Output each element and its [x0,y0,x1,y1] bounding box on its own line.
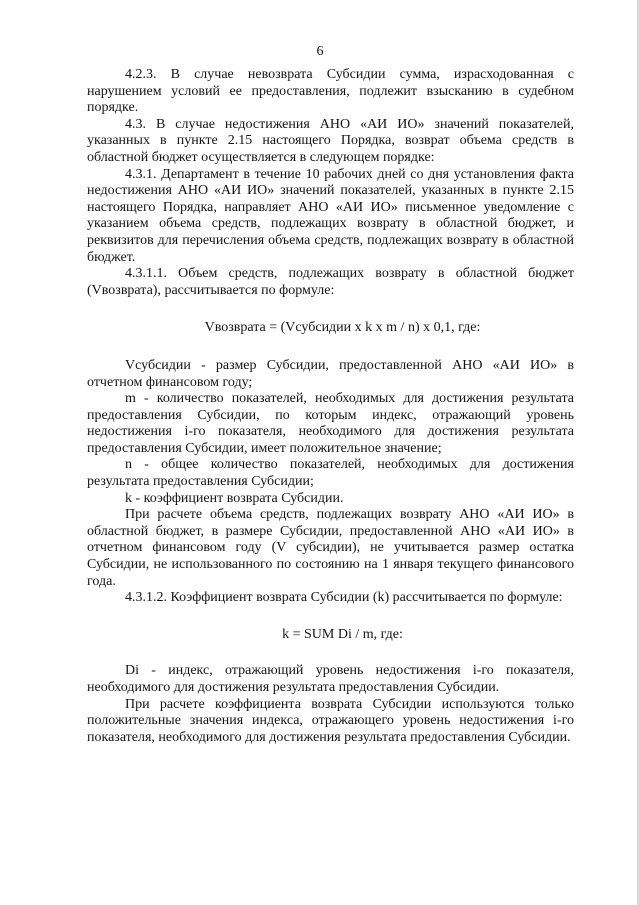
definition-m: m - количество показателей, необходимых для достижения результата предоставления Субсидии, по которым индекс, отражающий уровень недостижения i-го показателя, необходимого для достижения результата предоставления Субсидии, имеет положительное значение; [87,391,574,456]
paragraph-final-note: При расчете коэффициента возврата Субсидии используются только положительные значения индекса, отражающего уровень недостижения i-го показателя, необходимого для достижения результата предоставления Субсидии. [87,696,574,745]
paragraph-4-3-1-2: 4.3.1.2. Коэффициент возврата Субсидии (k) рассчитывается по формуле: [125,590,563,606]
paragraph-4-3-1-1: 4.3.1.1. Объем средств, подлежащих возврату в областной бюджет (Vвозврата), рассчитывается по формуле: [87,266,574,298]
formula-return-volume: Vвозврата = (Vсубсидии x k x m / n) x 0,1, где: [204,320,481,336]
definition-di: Di - индекс, отражающий уровень недостижения i-го показателя, необходимого для достижения результата предоставления Субсидии. [87,663,574,695]
paragraph-4-2-3: 4.2.3. В случае невозврата Субсидии сумма, израсходованная с нарушением условий ее предоставления, подлежит взысканию в судебном порядке. [87,67,574,116]
formula-coefficient: k = SUM Di / m, где: [282,626,403,642]
definition-n: n - общее количество показателей, необходимых для достижения результата предоставления Субсидии; [87,457,574,490]
document-body [87,67,574,746]
paragraph-calculation-note: При расчете объема средств, подлежащих возврату АНО «АИ ИО» в областной бюджет, в размере Субсидии, предоставленной АНО «АИ ИО» в отчетном финансовом году (V субсидии), не учитывается размер остатка Субсидии, не использованного по состоянию на 1 января текущего финансового года. [87,507,574,589]
paragraph-4-3: 4.3. В случае недостижения АНО «АИ ИО» значений показателей, указанных в пункте 2.15 настоящего Порядка, возврат объема средств в областной бюджет осуществляется в следующем порядке: [87,116,574,165]
definition-v-subsidy: Vсубсидии - размер Субсидии, предоставленной АНО «АИ ИО» в отчетном финансовом году; [87,357,574,390]
paragraph-4-3-1: 4.3.1. Департамент в течение 10 рабочих дней со дня установления факта недостижения АНО «АИ ИО» значений показателей, указанных в пункте 2.15 настоящего Порядка, направляет АНО «АИ ИО» письменное уведомление с указанием объема средств, подлежащих возврату в областной бюджет, и реквизитов для перечисления объема средств, подлежащих возврату в областной бюджет. [87,166,574,265]
page-number: 6 [316,44,324,59]
definition-k: k - коэффициент возврата Субсидии. [125,490,344,506]
